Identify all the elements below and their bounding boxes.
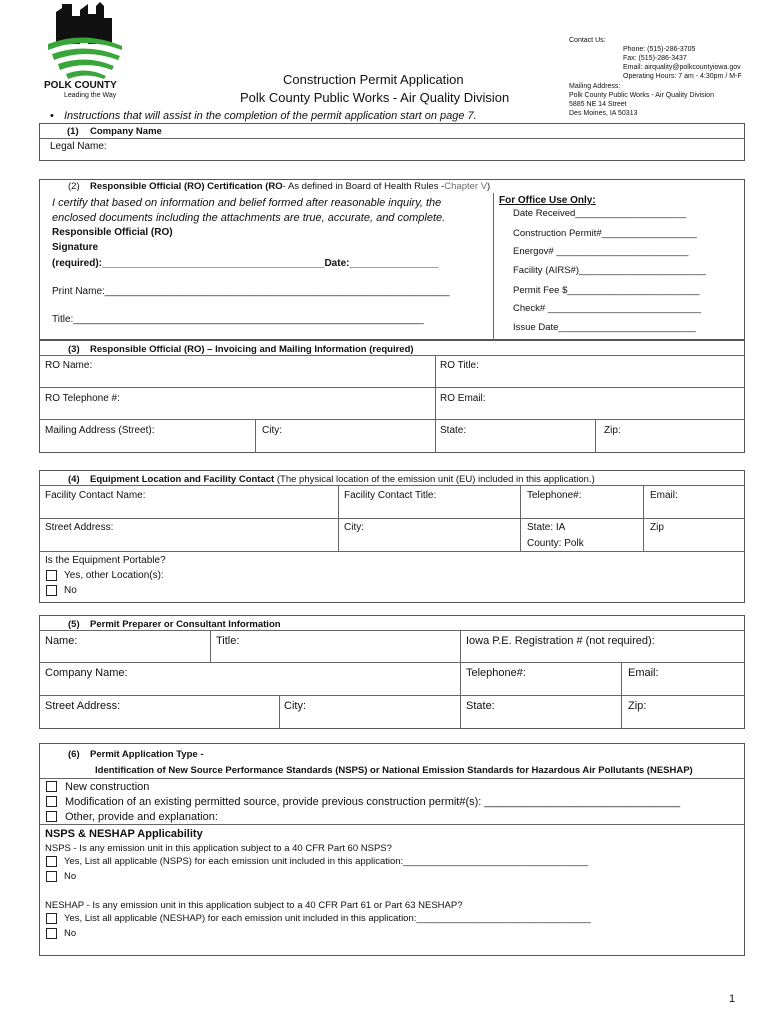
neshap-no-label: No xyxy=(64,928,77,939)
facility-contact-title-field[interactable]: Facility Contact Title: xyxy=(344,490,437,501)
energov-field[interactable]: Energov# _________________________ xyxy=(513,246,689,257)
preparer-name-field[interactable]: Name: xyxy=(45,635,78,647)
date-received-field[interactable]: Date Received_____________________ xyxy=(513,208,687,219)
facility-city-field[interactable]: City: xyxy=(344,522,364,533)
facility-email-field[interactable]: Email: xyxy=(650,490,678,501)
mailing-street-field[interactable]: Mailing Address (Street): xyxy=(45,425,155,436)
polk-county-logo xyxy=(42,2,126,98)
modification-checkbox[interactable] xyxy=(46,796,57,807)
logo-tagline: Leading the Way xyxy=(64,92,117,99)
s1-title: Company Name xyxy=(90,126,162,137)
s4-number: (4) xyxy=(68,474,80,485)
mailing-city-field[interactable]: City: xyxy=(262,425,282,436)
contact-phone: Phone: (515)-286-3705 xyxy=(623,46,696,53)
facility-state: State: IA xyxy=(527,522,566,533)
s3-number: (3) xyxy=(68,344,80,355)
s2-title-rest: - As defined in Board of Health Rules - xyxy=(282,181,445,192)
construction-permit-field[interactable]: Construction Permit#__________________ xyxy=(513,228,697,239)
iowa-pe-field[interactable]: Iowa P.E. Registration # (not required): xyxy=(466,635,655,647)
instructions-text: Instructions that will assist in the completion of the permit application start on page 7. xyxy=(64,110,477,122)
contact-hours: Operating Hours: 7 am - 4:30pm / M-F xyxy=(623,73,742,80)
neshap-question: NESHAP - Is any emission unit in this application subject to a 40 CFR Part 61 or Part 63 NESHAP? xyxy=(45,900,463,911)
mailing-label: Mailing Address: xyxy=(569,83,621,90)
facility-street-field[interactable]: Street Address: xyxy=(45,522,114,533)
preparer-zip-field[interactable]: Zip: xyxy=(628,700,647,712)
facility-contact-name-field[interactable]: Facility Contact Name: xyxy=(45,490,146,501)
neshap-no-checkbox[interactable] xyxy=(46,928,57,939)
mailing-state-field[interactable]: State: xyxy=(440,425,467,436)
page-title: Construction Permit Application xyxy=(283,72,464,87)
s5-title: Permit Preparer or Consultant Information xyxy=(90,619,281,630)
cert-line-1: I certify that based on information and belief formed after reasonable inquiry, the xyxy=(52,197,442,209)
s2-title-main: Responsible Official (RO) Certification ( xyxy=(90,181,269,192)
ro-title-field[interactable]: Title:_______________________________________________________________ xyxy=(52,314,424,325)
ro-telephone-field[interactable]: RO Telephone #: xyxy=(45,393,120,404)
nsps-no-label: No xyxy=(64,871,77,882)
s2-number: (2) xyxy=(68,181,80,192)
ro-label: Responsible Official (RO) xyxy=(52,227,173,238)
preparer-title-field[interactable]: Title: xyxy=(216,635,240,647)
logo-name: POLK COUNTY xyxy=(44,80,117,91)
new-construction-checkbox[interactable] xyxy=(46,781,57,792)
mailing-line-1: Polk County Public Works - Air Quality Division xyxy=(569,92,714,99)
skyline-icon xyxy=(42,2,126,80)
contact-fax: Fax: (515)-286-3437 xyxy=(623,55,687,62)
nsps-neshap-title: NSPS & NESHAP Applicability xyxy=(45,828,203,840)
other-checkbox[interactable] xyxy=(46,811,57,822)
s2-title-end: ) xyxy=(487,181,491,192)
ro-email-field[interactable]: RO Email: xyxy=(440,393,486,404)
instructions-bullet: • xyxy=(50,110,54,122)
portable-question: Is the Equipment Portable? xyxy=(45,555,166,566)
s4-title-main: Equipment Location and Facility Contact xyxy=(90,474,275,485)
facility-airs-field[interactable]: Facility (AIRS#)________________________ xyxy=(513,265,706,276)
s2-title xyxy=(90,181,490,193)
mailing-line-3: Des Moines, IA 50313 xyxy=(569,110,638,117)
preparer-street-field[interactable]: Street Address: xyxy=(45,700,121,712)
nsps-yes-label: Yes, List all applicable (NSPS) for each emission unit included in this application:___________________________________ xyxy=(64,856,589,867)
s1-number: (1) xyxy=(67,126,79,137)
check-field[interactable]: Check# _____________________________ xyxy=(513,303,702,314)
preparer-email-field[interactable]: Email: xyxy=(628,667,659,679)
nsps-question: NSPS - Is any emission unit in this application subject to a 40 CFR Part 60 NSPS? xyxy=(45,843,392,854)
ro-title-cell[interactable]: RO Title: xyxy=(440,360,479,371)
chapter-v-link[interactable]: Chapter V xyxy=(444,181,488,192)
preparer-state-field[interactable]: State: xyxy=(466,700,495,712)
print-name-field[interactable]: Print Name:______________________________________________________________ xyxy=(52,286,450,297)
contact-label: Contact Us: xyxy=(569,37,606,44)
page-subtitle: Polk County Public Works - Air Quality Division xyxy=(240,90,510,105)
contact-email: Email: airquality@polkcountyiowa.gov xyxy=(623,64,741,71)
preparer-company-field[interactable]: Company Name: xyxy=(45,667,128,679)
modification-label: Modification of an existing permitted source, provide previous construction permit#(s): ________________________________ xyxy=(65,796,681,808)
office-use-label: For Office Use Only: xyxy=(499,195,596,206)
page-number: 1 xyxy=(729,993,736,1005)
signature-label: Signature xyxy=(52,242,99,253)
s6-number: (6) xyxy=(68,749,80,760)
permit-fee-field[interactable]: Permit Fee $_________________________ xyxy=(513,285,700,296)
signature-date-field[interactable]: (required):________________________________________Date:________________ xyxy=(52,258,439,269)
new-construction-label: New construction xyxy=(65,781,150,793)
s6-title: Permit Application Type - xyxy=(90,749,204,760)
facility-county: County: Polk xyxy=(527,538,584,549)
cert-line-2: enclosed documents including the attachments are true, accurate, and complete. xyxy=(52,212,446,224)
s5-number: (5) xyxy=(68,619,80,630)
s6-subtitle: Identification of New Source Performance Standards (NSPS) or National Emission Standards for Hazardous Air Pollutants (NESHAP) xyxy=(95,765,693,776)
preparer-city-field[interactable]: City: xyxy=(284,700,306,712)
mailing-zip-field[interactable]: Zip: xyxy=(604,425,621,436)
issue-date-field[interactable]: Issue Date__________________________ xyxy=(513,322,696,333)
portable-no-checkbox[interactable] xyxy=(46,585,57,596)
s3-title: Responsible Official (RO) – Invoicing and Mailing Information (required) xyxy=(90,344,414,355)
portable-yes-label: Yes, other Location(s): xyxy=(64,570,164,581)
legal-name-field[interactable]: Legal Name: xyxy=(50,141,107,152)
nsps-no-checkbox[interactable] xyxy=(46,871,57,882)
portable-yes-checkbox[interactable] xyxy=(46,570,57,581)
ro-name-field[interactable]: RO Name: xyxy=(45,360,93,371)
s4-title-rest: (The physical location of the emission unit (EU) included in this application.) xyxy=(274,474,595,485)
other-label: Other, provide and explanation: xyxy=(65,811,218,823)
s2-title-ro: RO xyxy=(268,181,283,192)
facility-telephone-field[interactable]: Telephone#: xyxy=(527,490,582,501)
s4-title xyxy=(90,474,595,486)
mailing-line-2: 5885 NE 14 Street xyxy=(569,101,627,108)
preparer-telephone-field[interactable]: Telephone#: xyxy=(466,667,526,679)
facility-zip-field[interactable]: Zip xyxy=(650,522,664,533)
neshap-yes-checkbox[interactable] xyxy=(46,913,57,924)
nsps-yes-checkbox[interactable] xyxy=(46,856,57,867)
neshap-yes-label: Yes, List all applicable (NESHAP) for each emission unit included in this application:_________________________________ xyxy=(64,913,591,924)
portable-no-label: No xyxy=(64,585,77,596)
